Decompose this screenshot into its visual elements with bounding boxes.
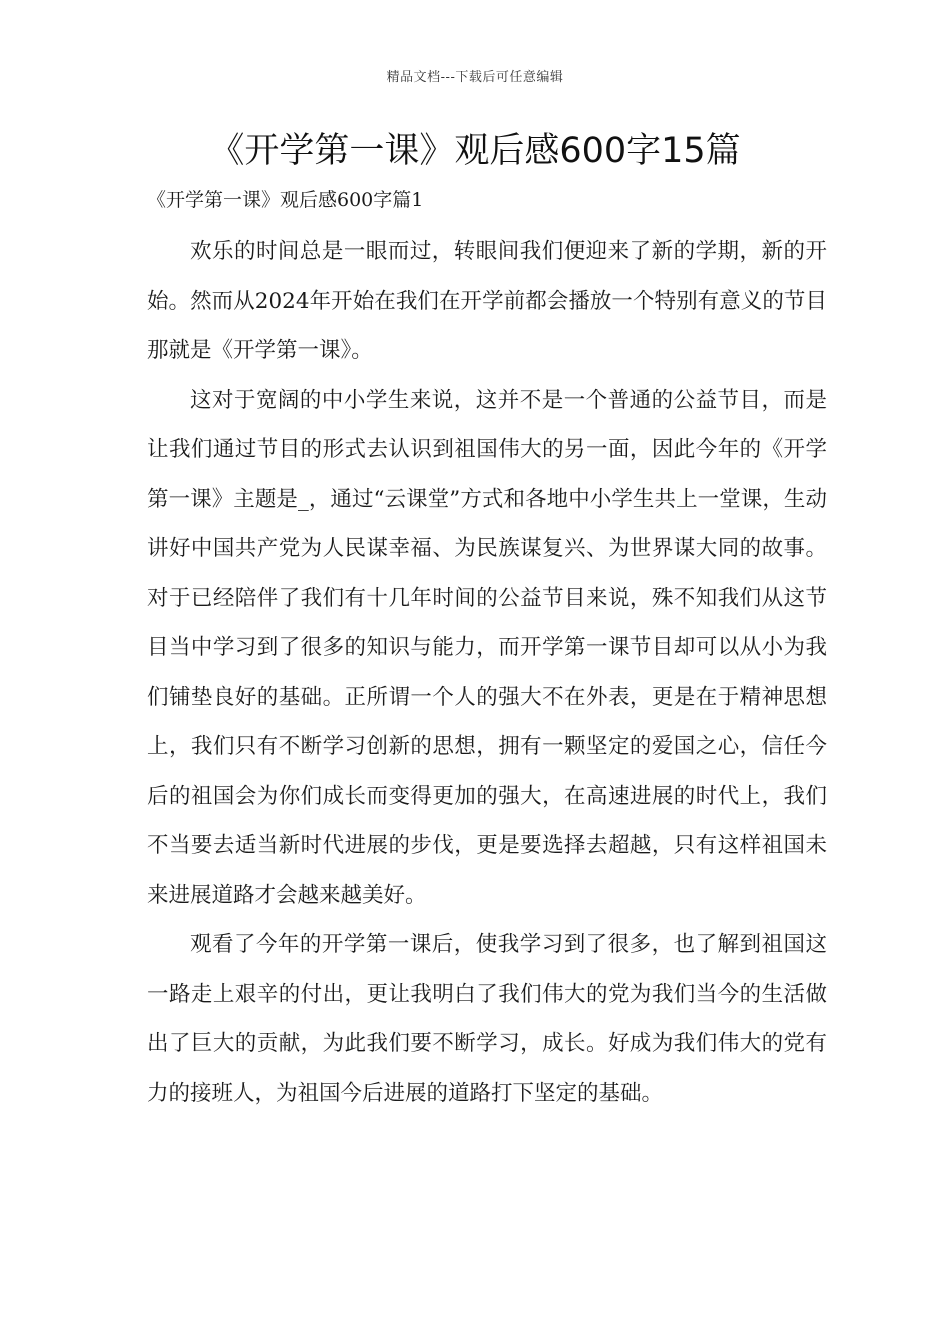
document-title: 《开学第一课》观后感600字15篇 [209,131,741,171]
section-heading: 《开学第一课》观后感600字篇1 [147,189,424,211]
paragraph-1: 欢乐的时间总是一眼而过，转眼间我们便迎来了新的学期，新的开始。然而从2024年开始在我们在开学前都会播放一个特别有意义的节目那就是《开学第一课》。 [147,239,827,363]
body-text [147,227,827,1118]
paragraph-2: 这对于宽阔的中小学生来说，这并不是一个普通的公益节目，而是让我们通过节目的形式去认识到祖国伟大的另一面，因此今年的《开学第一课》主题是_，通过“云课堂”方式和各地中小学生共上一堂课，生动讲好中国共产党为人民谋幸福、为民族谋复兴、为世界谋大同的故事。对于已经陪伴了我们有十几年时间的公益节目来说，殊不知我们从这节目当中学习到了很多的知识与能力，而开学第一课节目却可以从小为我们铺垫良好的基础。正所谓一个人的强大不在外表，更是在于精神思想上，我们只有不断学习创新的思想，拥有一颗坚定的爱国之心，信任今后的祖国会为你们成长而变得更加的强大，在高速进展的时代上，我们不当要去适当新时代进展的步伐，更是要选择去超越，只有这样祖国未来进展道路才会越来越美好。 [147,387,827,908]
paragraph-3: 观看了今年的开学第一课后，使我学习到了很多，也了解到祖国这一路走上艰辛的付出，更让我明白了我们伟大的党为我们当今的生活做出了巨大的贡献，为此我们要不断学习，成长。好成为我们伟大的党有力的接班人，为祖国今后进展的道路打下坚定的基础。 [147,932,827,1106]
header-note: 精品文档---下载后可任意编辑 [386,70,564,85]
